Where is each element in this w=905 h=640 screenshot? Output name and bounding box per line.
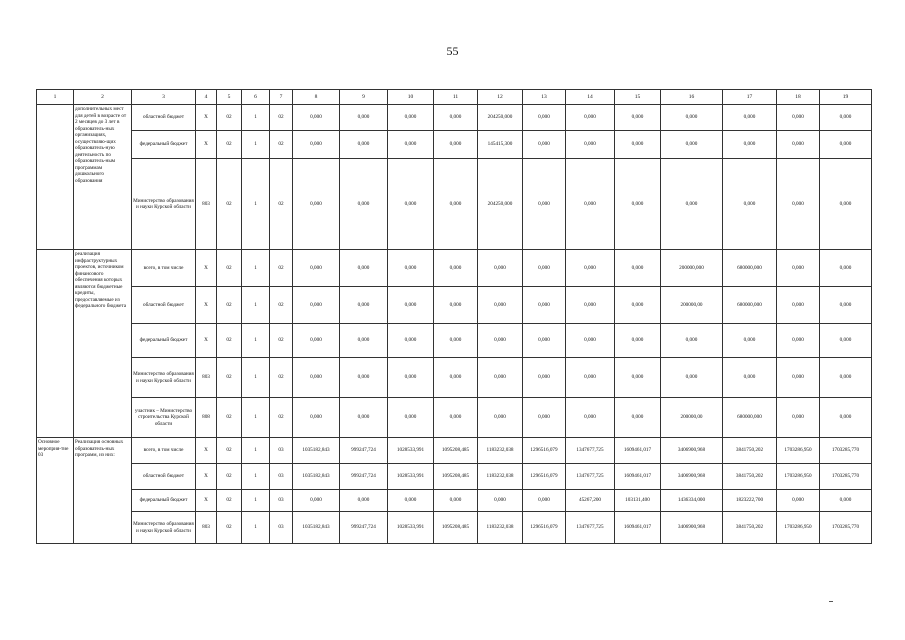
header-cell: 8 — [293, 90, 340, 105]
value-cell: 808 — [196, 398, 217, 438]
event-cell — [37, 105, 74, 250]
value-cell: 0,000 — [777, 159, 820, 250]
value-cell: X — [196, 438, 217, 464]
value-cell: 3841750,202 — [723, 512, 777, 544]
value-cell: 02 — [217, 464, 242, 490]
description-cell: Реализация основных образователь-ных программ, из них: — [74, 438, 132, 544]
value-cell: 1183232,038 — [478, 512, 523, 544]
value-cell: 0,000 — [523, 131, 566, 159]
value-cell: 1028533,991 — [388, 464, 434, 490]
value-cell: 0,000 — [777, 287, 820, 324]
value-cell: 0,000 — [615, 287, 661, 324]
value-cell: 0,000 — [523, 287, 566, 324]
value-cell: 02 — [217, 287, 242, 324]
value-cell: 0,000 — [478, 287, 523, 324]
value-cell: X — [196, 250, 217, 287]
value-cell: 1296516,079 — [523, 512, 566, 544]
value-cell: 0,000 — [566, 159, 615, 250]
funding-source-cell: Министерство образования и науки Курской области — [132, 512, 196, 544]
value-cell: X — [196, 287, 217, 324]
value-cell: 0,000 — [820, 398, 872, 438]
value-cell: 0,000 — [293, 159, 340, 250]
header-cell: 10 — [388, 90, 434, 105]
value-cell: 0,000 — [661, 358, 723, 398]
value-cell: 1095208,485 — [434, 464, 478, 490]
funding-source-cell: участник – Министерство строительства Курской области — [132, 398, 196, 438]
value-cell: X — [196, 490, 217, 512]
value-cell: 680000,000 — [723, 287, 777, 324]
value-cell: 1703285,770 — [820, 464, 872, 490]
value-cell: 999247,724 — [340, 464, 388, 490]
value-cell: 1 — [242, 159, 270, 250]
value-cell: 0,000 — [820, 490, 872, 512]
value-cell: 803 — [196, 159, 217, 250]
table-row — [37, 512, 872, 544]
value-cell: 0,000 — [615, 131, 661, 159]
value-cell: 0,000 — [388, 287, 434, 324]
value-cell: 999247,724 — [340, 438, 388, 464]
funding-source-cell: Министерство образования и науки Курской области — [132, 358, 196, 398]
value-cell: 3406900,968 — [661, 438, 723, 464]
value-cell: 1035182,843 — [293, 512, 340, 544]
value-cell: 0,000 — [820, 131, 872, 159]
value-cell: X — [196, 324, 217, 358]
header-cell: 18 — [777, 90, 820, 105]
header-cell: 5 — [217, 90, 242, 105]
value-cell: 02 — [217, 490, 242, 512]
value-cell: 1347677,725 — [566, 464, 615, 490]
value-cell: 0,000 — [777, 398, 820, 438]
value-cell: 1035182,843 — [293, 438, 340, 464]
value-cell: 02 — [270, 159, 293, 250]
value-cell: 0,000 — [615, 324, 661, 358]
value-cell: 0,000 — [478, 490, 523, 512]
value-cell: 0,000 — [523, 105, 566, 131]
value-cell: 02 — [217, 358, 242, 398]
value-cell: 0,000 — [434, 131, 478, 159]
description-cell: реализация инфраструктурных проектов, источником финансового обеспечения которых являются бюджетные кредиты, предоставляемые из федерального бюджета — [74, 250, 132, 438]
value-cell: 0,000 — [723, 159, 777, 250]
value-cell: 1347677,725 — [566, 512, 615, 544]
value-cell: 0,000 — [434, 159, 478, 250]
table-row — [37, 438, 872, 464]
value-cell: 0,000 — [723, 131, 777, 159]
value-cell: 0,000 — [434, 250, 478, 287]
value-cell: 0,000 — [523, 358, 566, 398]
value-cell: 200000,000 — [661, 250, 723, 287]
value-cell: 0,000 — [478, 398, 523, 438]
value-cell: 0,000 — [478, 250, 523, 287]
value-cell: 3406900,968 — [661, 512, 723, 544]
value-cell: 0,000 — [434, 105, 478, 131]
table-row — [37, 287, 872, 324]
value-cell: 1609461,017 — [615, 438, 661, 464]
value-cell: 1183232,038 — [478, 464, 523, 490]
value-cell: 02 — [270, 250, 293, 287]
value-cell: 02 — [217, 250, 242, 287]
value-cell: 0,000 — [434, 324, 478, 358]
value-cell: 0,000 — [615, 358, 661, 398]
value-cell: 1095208,485 — [434, 512, 478, 544]
value-cell: 0,000 — [777, 105, 820, 131]
budget-table — [36, 89, 872, 544]
value-cell: 3841750,202 — [723, 438, 777, 464]
value-cell: 1028533,991 — [388, 438, 434, 464]
value-cell: 02 — [217, 131, 242, 159]
value-cell: 0,000 — [293, 105, 340, 131]
value-cell: 3406900,968 — [661, 464, 723, 490]
value-cell: 0,000 — [566, 131, 615, 159]
funding-source-cell: областной бюджет — [132, 287, 196, 324]
table-row — [37, 324, 872, 358]
value-cell: 0,000 — [820, 250, 872, 287]
value-cell: 0,000 — [478, 324, 523, 358]
value-cell: 0,000 — [523, 250, 566, 287]
value-cell: 0,000 — [661, 105, 723, 131]
value-cell: 0,000 — [777, 250, 820, 287]
value-cell: 0,000 — [723, 105, 777, 131]
value-cell: 103131,400 — [615, 490, 661, 512]
value-cell: X — [196, 105, 217, 131]
value-cell: 03 — [270, 438, 293, 464]
value-cell: 200000,00 — [661, 287, 723, 324]
value-cell: 1347677,725 — [566, 438, 615, 464]
value-cell: 0,000 — [340, 250, 388, 287]
value-cell: 1703286,950 — [777, 438, 820, 464]
table-row — [37, 159, 872, 250]
value-cell: 0,000 — [340, 398, 388, 438]
value-cell: 0,000 — [388, 490, 434, 512]
value-cell: 803 — [196, 358, 217, 398]
value-cell: 02 — [217, 398, 242, 438]
value-cell: 03 — [270, 464, 293, 490]
value-cell: 03 — [270, 512, 293, 544]
header-row — [37, 90, 872, 105]
value-cell: 0,000 — [566, 105, 615, 131]
event-cell: Основное мероприя-тие 03 — [37, 438, 74, 544]
header-cell: 9 — [340, 90, 388, 105]
value-cell: 999247,724 — [340, 512, 388, 544]
value-cell: 0,000 — [566, 398, 615, 438]
value-cell: 1 — [242, 324, 270, 358]
table-row — [37, 131, 872, 159]
value-cell: 1703285,770 — [820, 512, 872, 544]
value-cell: 0,000 — [777, 131, 820, 159]
funding-source-cell: областной бюджет — [132, 464, 196, 490]
header-cell: 17 — [723, 90, 777, 105]
value-cell: 3841750,202 — [723, 464, 777, 490]
funding-source-cell: всего, в том числе — [132, 438, 196, 464]
funding-source-cell: всего, в том числе — [132, 250, 196, 287]
value-cell: 0,000 — [434, 287, 478, 324]
value-cell: 204250,000 — [478, 159, 523, 250]
value-cell: 0,000 — [820, 358, 872, 398]
value-cell: 0,000 — [340, 105, 388, 131]
value-cell: 0,000 — [820, 287, 872, 324]
value-cell: 0,000 — [388, 250, 434, 287]
value-cell: 0,000 — [388, 159, 434, 250]
table-row — [37, 250, 872, 287]
value-cell: 1703286,950 — [777, 464, 820, 490]
value-cell: 02 — [270, 287, 293, 324]
value-cell: 0,000 — [388, 105, 434, 131]
value-cell: 0,000 — [340, 490, 388, 512]
value-cell: 02 — [270, 105, 293, 131]
value-cell: 0,000 — [293, 131, 340, 159]
page-mark — [829, 601, 833, 602]
value-cell: 0,000 — [293, 287, 340, 324]
value-cell: 1436334,000 — [661, 490, 723, 512]
value-cell: 145415,300 — [478, 131, 523, 159]
value-cell: 1296516,079 — [523, 464, 566, 490]
funding-source-cell: федеральный бюджет — [132, 490, 196, 512]
value-cell: X — [196, 131, 217, 159]
value-cell: 0,000 — [723, 358, 777, 398]
value-cell: 02 — [270, 358, 293, 398]
value-cell: 02 — [217, 438, 242, 464]
value-cell: 0,000 — [820, 105, 872, 131]
value-cell: 0,000 — [293, 358, 340, 398]
value-cell: 02 — [270, 131, 293, 159]
value-cell: 0,000 — [661, 324, 723, 358]
header-cell: 2 — [74, 90, 132, 105]
value-cell: 1095208,485 — [434, 438, 478, 464]
value-cell: 0,000 — [434, 490, 478, 512]
value-cell: 0,000 — [661, 159, 723, 250]
header-cell: 15 — [615, 90, 661, 105]
value-cell: 0,000 — [478, 358, 523, 398]
value-cell: 0,000 — [340, 287, 388, 324]
funding-source-cell: областной бюджет — [132, 105, 196, 131]
header-cell: 7 — [270, 90, 293, 105]
value-cell: 0,000 — [615, 105, 661, 131]
value-cell: 0,000 — [388, 398, 434, 438]
value-cell: 1 — [242, 438, 270, 464]
value-cell: 0,000 — [523, 324, 566, 358]
value-cell: 680000,000 — [723, 250, 777, 287]
header-cell: 3 — [132, 90, 196, 105]
value-cell: 0,000 — [340, 131, 388, 159]
value-cell: 0,000 — [523, 159, 566, 250]
value-cell: 0,000 — [566, 287, 615, 324]
header-cell: 12 — [478, 90, 523, 105]
value-cell: 0,000 — [777, 358, 820, 398]
value-cell: 1296516,079 — [523, 438, 566, 464]
value-cell: 204250,000 — [478, 105, 523, 131]
value-cell: 0,000 — [566, 250, 615, 287]
value-cell: 0,000 — [340, 324, 388, 358]
table-row — [37, 464, 872, 490]
value-cell: 1183232,038 — [478, 438, 523, 464]
value-cell: 03 — [270, 490, 293, 512]
value-cell: 0,000 — [523, 398, 566, 438]
header-cell: 6 — [242, 90, 270, 105]
table-row — [37, 358, 872, 398]
value-cell: 0,000 — [434, 358, 478, 398]
value-cell: 1 — [242, 358, 270, 398]
value-cell: 0,000 — [566, 358, 615, 398]
header-cell: 1 — [37, 90, 74, 105]
value-cell: 680000,000 — [723, 398, 777, 438]
value-cell: 0,000 — [566, 324, 615, 358]
value-cell: 1 — [242, 250, 270, 287]
value-cell: 1028533,991 — [388, 512, 434, 544]
table-row — [37, 105, 872, 131]
funding-source-cell: федеральный бюджет — [132, 324, 196, 358]
value-cell: 0,000 — [820, 324, 872, 358]
value-cell: 0,000 — [293, 324, 340, 358]
value-cell: 0,000 — [777, 490, 820, 512]
value-cell: 1823222,700 — [723, 490, 777, 512]
value-cell: 0,000 — [820, 159, 872, 250]
value-cell: 02 — [270, 324, 293, 358]
value-cell: 1 — [242, 490, 270, 512]
value-cell: 0,000 — [340, 358, 388, 398]
value-cell: 1035182,843 — [293, 464, 340, 490]
value-cell: 0,000 — [615, 250, 661, 287]
header-cell: 14 — [566, 90, 615, 105]
description-cell: дополнительных мест для детей в возрасте от 2 месяцев до 3 лет в образователь-ных организациях, осуществляю-щих образователь-ную деятельность по образователь-ным программам дошкольного образования — [74, 105, 132, 250]
value-cell: 1703286,950 — [777, 512, 820, 544]
funding-source-cell: федеральный бюджет — [132, 131, 196, 159]
value-cell: 1 — [242, 287, 270, 324]
header-cell: 11 — [434, 90, 478, 105]
value-cell: 0,000 — [340, 159, 388, 250]
funding-source-cell: Министерство образования и науки Курской области — [132, 159, 196, 250]
value-cell: 1 — [242, 131, 270, 159]
value-cell: 1609461,017 — [615, 464, 661, 490]
header-cell: 16 — [661, 90, 723, 105]
value-cell: 02 — [217, 324, 242, 358]
value-cell: 02 — [217, 512, 242, 544]
value-cell: 1 — [242, 512, 270, 544]
value-cell: 02 — [270, 398, 293, 438]
value-cell: 0,000 — [293, 398, 340, 438]
value-cell: 0,000 — [615, 159, 661, 250]
value-cell: 0,000 — [661, 131, 723, 159]
value-cell: 0,000 — [388, 324, 434, 358]
value-cell: 0,000 — [434, 398, 478, 438]
header-cell: 13 — [523, 90, 566, 105]
value-cell: 0,000 — [777, 324, 820, 358]
value-cell: 0,000 — [388, 131, 434, 159]
value-cell: 0,000 — [388, 358, 434, 398]
header-cell: 4 — [196, 90, 217, 105]
value-cell: 200000,00 — [661, 398, 723, 438]
header-cell: 19 — [820, 90, 872, 105]
page-number: 55 — [446, 44, 459, 58]
value-cell: 0,000 — [293, 490, 340, 512]
value-cell: X — [196, 464, 217, 490]
table-row — [37, 490, 872, 512]
value-cell: 1703285,770 — [820, 438, 872, 464]
value-cell: 0,000 — [293, 250, 340, 287]
value-cell: 0,000 — [523, 490, 566, 512]
event-cell — [37, 250, 74, 438]
table-row — [37, 398, 872, 438]
value-cell: 02 — [217, 159, 242, 250]
value-cell: 02 — [217, 105, 242, 131]
value-cell: 45267,200 — [566, 490, 615, 512]
value-cell: 803 — [196, 512, 217, 544]
value-cell: 1609461,017 — [615, 512, 661, 544]
value-cell: 1 — [242, 398, 270, 438]
value-cell: 1 — [242, 105, 270, 131]
value-cell: 1 — [242, 464, 270, 490]
value-cell: 0,000 — [615, 398, 661, 438]
value-cell: 0,000 — [723, 324, 777, 358]
